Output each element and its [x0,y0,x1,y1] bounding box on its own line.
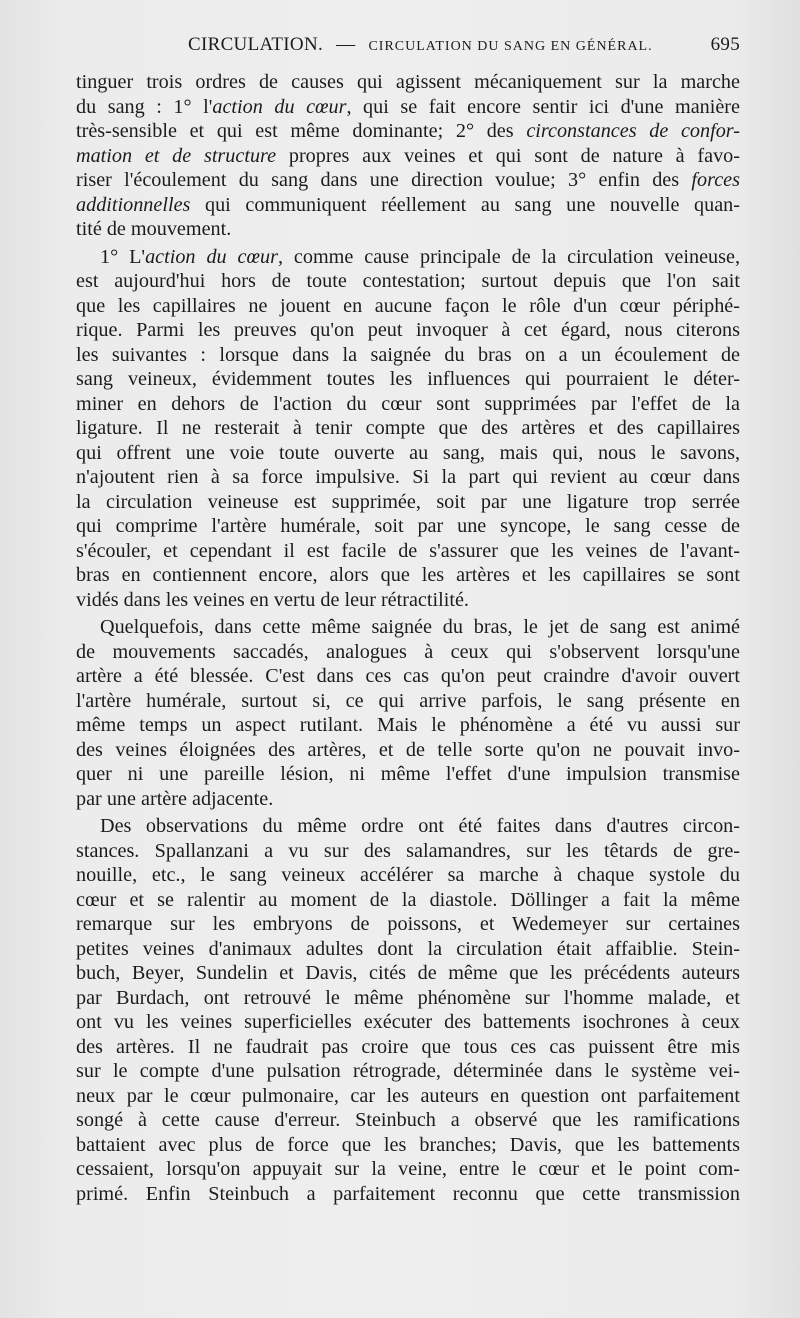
text-line: neux par le cœur pulmonaire, car les auteurs en question ont parfaitement [76,1084,740,1107]
text-line: qui offrent une voie toute ouverte au sang, mais qui, nous le savons, [76,441,740,464]
italic-text: circonstances de confor- [526,120,740,142]
text-line: tinguer trois ordres de causes qui agissent mécaniquement sur la marche [76,71,740,93]
text-line: s'écouler, et cependant il est facile de s'assurer que les veines de l'avant- [76,539,740,562]
text-line: stances. Spallanzani a vu sur des salamandres, sur les têtards de gre- [76,839,740,862]
italic-text: mation et de structure [76,144,277,167]
text-line: remarque sur les embryons de poissons, et Wedemeyer sur certaines [76,913,740,935]
running-header [76,34,740,60]
text-line: par une artère adjacente. [76,787,274,810]
italic-text: forces [691,169,740,191]
text-line: bras en contiennent encore, alors que les artères et les capillaires se sont [76,564,740,586]
running-title-group [188,34,653,56]
text-line: la circulation veineuse est supprimée, soit par une ligature trop serrée [76,490,740,513]
body-text [76,70,740,1206]
text-line: cessaient, lorsqu'on appuyait sur la veine, entre le cœur et le point com- [76,1158,740,1180]
text-line: Quelquefois, dans cette même saignée du bras, le jet de sang est animé [100,616,740,638]
text-line: mation et de structure propres aux veines et qui sont de nature à favo- [76,144,740,167]
text-line: miner en dehors de l'action du cœur sont supprimées par l'effet de la [76,392,740,415]
text-line: que les capillaires ne jouent en aucune façon le rôle d'un cœur périphé- [76,294,740,317]
text-line: additionnelles qui communiquent réellement au sang une nouvelle quan- [76,193,740,216]
text-line: battaient avec plus de force que les branches; Davis, que les battements [76,1133,740,1156]
text-line: petites veines d'animaux adultes dont la circulation était affaiblie. Stein- [76,937,740,960]
text-line: les suivantes : lorsque dans la saignée du bras on a un écoulement de [76,343,740,366]
text-line: très-sensible et qui est même dominante; 2° des circonstances de confor- [76,120,740,142]
text-line: quer ni une pareille lésion, ni même l'effet d'une impulsion transmise [76,763,740,785]
italic-text: action du cœur [145,245,278,268]
text-line: sang veineux, évidemment toutes les influences qui pourraient le déter- [76,368,740,390]
running-subtitle: CIRCULATION DU SANG EN GÉNÉRAL. [368,39,653,54]
text-line: est aujourd'hui hors de toute contestation; surtout depuis que l'on sait [76,270,740,292]
text-line: Des observations du même ordre ont été faites dans d'autres circon- [100,815,740,837]
page-number: 695 [710,34,740,55]
text-line: des veines éloignées des artères, et de telle sorte qu'on ne pouvait invo- [76,738,740,761]
italic-text: action du cœur [212,95,347,118]
text-line: cœur et se ralentir au moment de la diastole. Döllinger a fait la même [76,888,740,911]
text-line: artère a été blessée. C'est dans ces cas qu'on peut craindre d'avoir ouvert [76,665,740,687]
text-line: ont vu les veines superficielles exécuter des battements isochrones à ceux [76,1011,740,1033]
paragraph [76,814,740,1206]
text-line: même temps un aspect rutilant. Mais le phénomène a été vu aussi sur [76,714,740,736]
text-line: de mouvements saccadés, analogues à ceux qui s'observent lorsqu'une [76,640,740,663]
text-line: sur le compte d'une pulsation rétrograde, déterminée dans le système vei- [76,1060,740,1082]
header-dash: — [336,34,356,55]
text-line: primé. Enfin Steinbuch a parfaitement reconnu que cette transmission [76,1182,740,1205]
text-line: des artères. Il ne faudrait pas croire que tous ces cas puissent être mis [76,1035,740,1058]
text-line: riser l'écoulement du sang dans une direction voulue; 3° enfin des forces [76,169,740,191]
text-line: 1° L'action du cœur, comme cause principale de la circulation veineuse, [100,245,741,268]
text-line: ligature. Il ne resterait à tenir compte que des artères et des capillaires [76,417,740,439]
paragraph [76,70,740,242]
text-line: qui comprime l'artère humérale, soit par une syncope, le sang cesse de [76,515,740,537]
text-line: du sang : 1° l'action du cœur, qui se fait encore sentir ici d'une manière [76,95,740,118]
paragraph [76,615,740,811]
text-line: buch, Beyer, Sundelin et Davis, cités de même que les précédents auteurs [76,962,740,984]
running-title: CIRCULATION. [188,34,324,55]
text-line: tité de mouvement. [76,218,232,240]
text-line: rique. Parmi les preuves qu'on peut invoquer à cet égard, nous citerons [76,319,740,341]
text-line: n'ajoutent rien à sa force impulsive. Si la part qui revient au cœur dans [76,466,740,488]
italic-text: additionnelles [76,193,191,216]
text-line: nouille, etc., le sang veineux accélérer sa marche à chaque systole du [76,864,740,886]
text-line: par Burdach, ont retrouvé le même phénomène sur l'homme malade, et [76,986,740,1009]
text-line: vidés dans les veines en vertu de leur rétractilité. [76,588,469,611]
paragraph [76,245,740,613]
text-line: l'artère humérale, surtout si, ce qui arrive parfois, le sang présente en [76,689,740,712]
text-line: songé à cette cause d'erreur. Steinbuch a observé que les ramifications [76,1109,740,1131]
